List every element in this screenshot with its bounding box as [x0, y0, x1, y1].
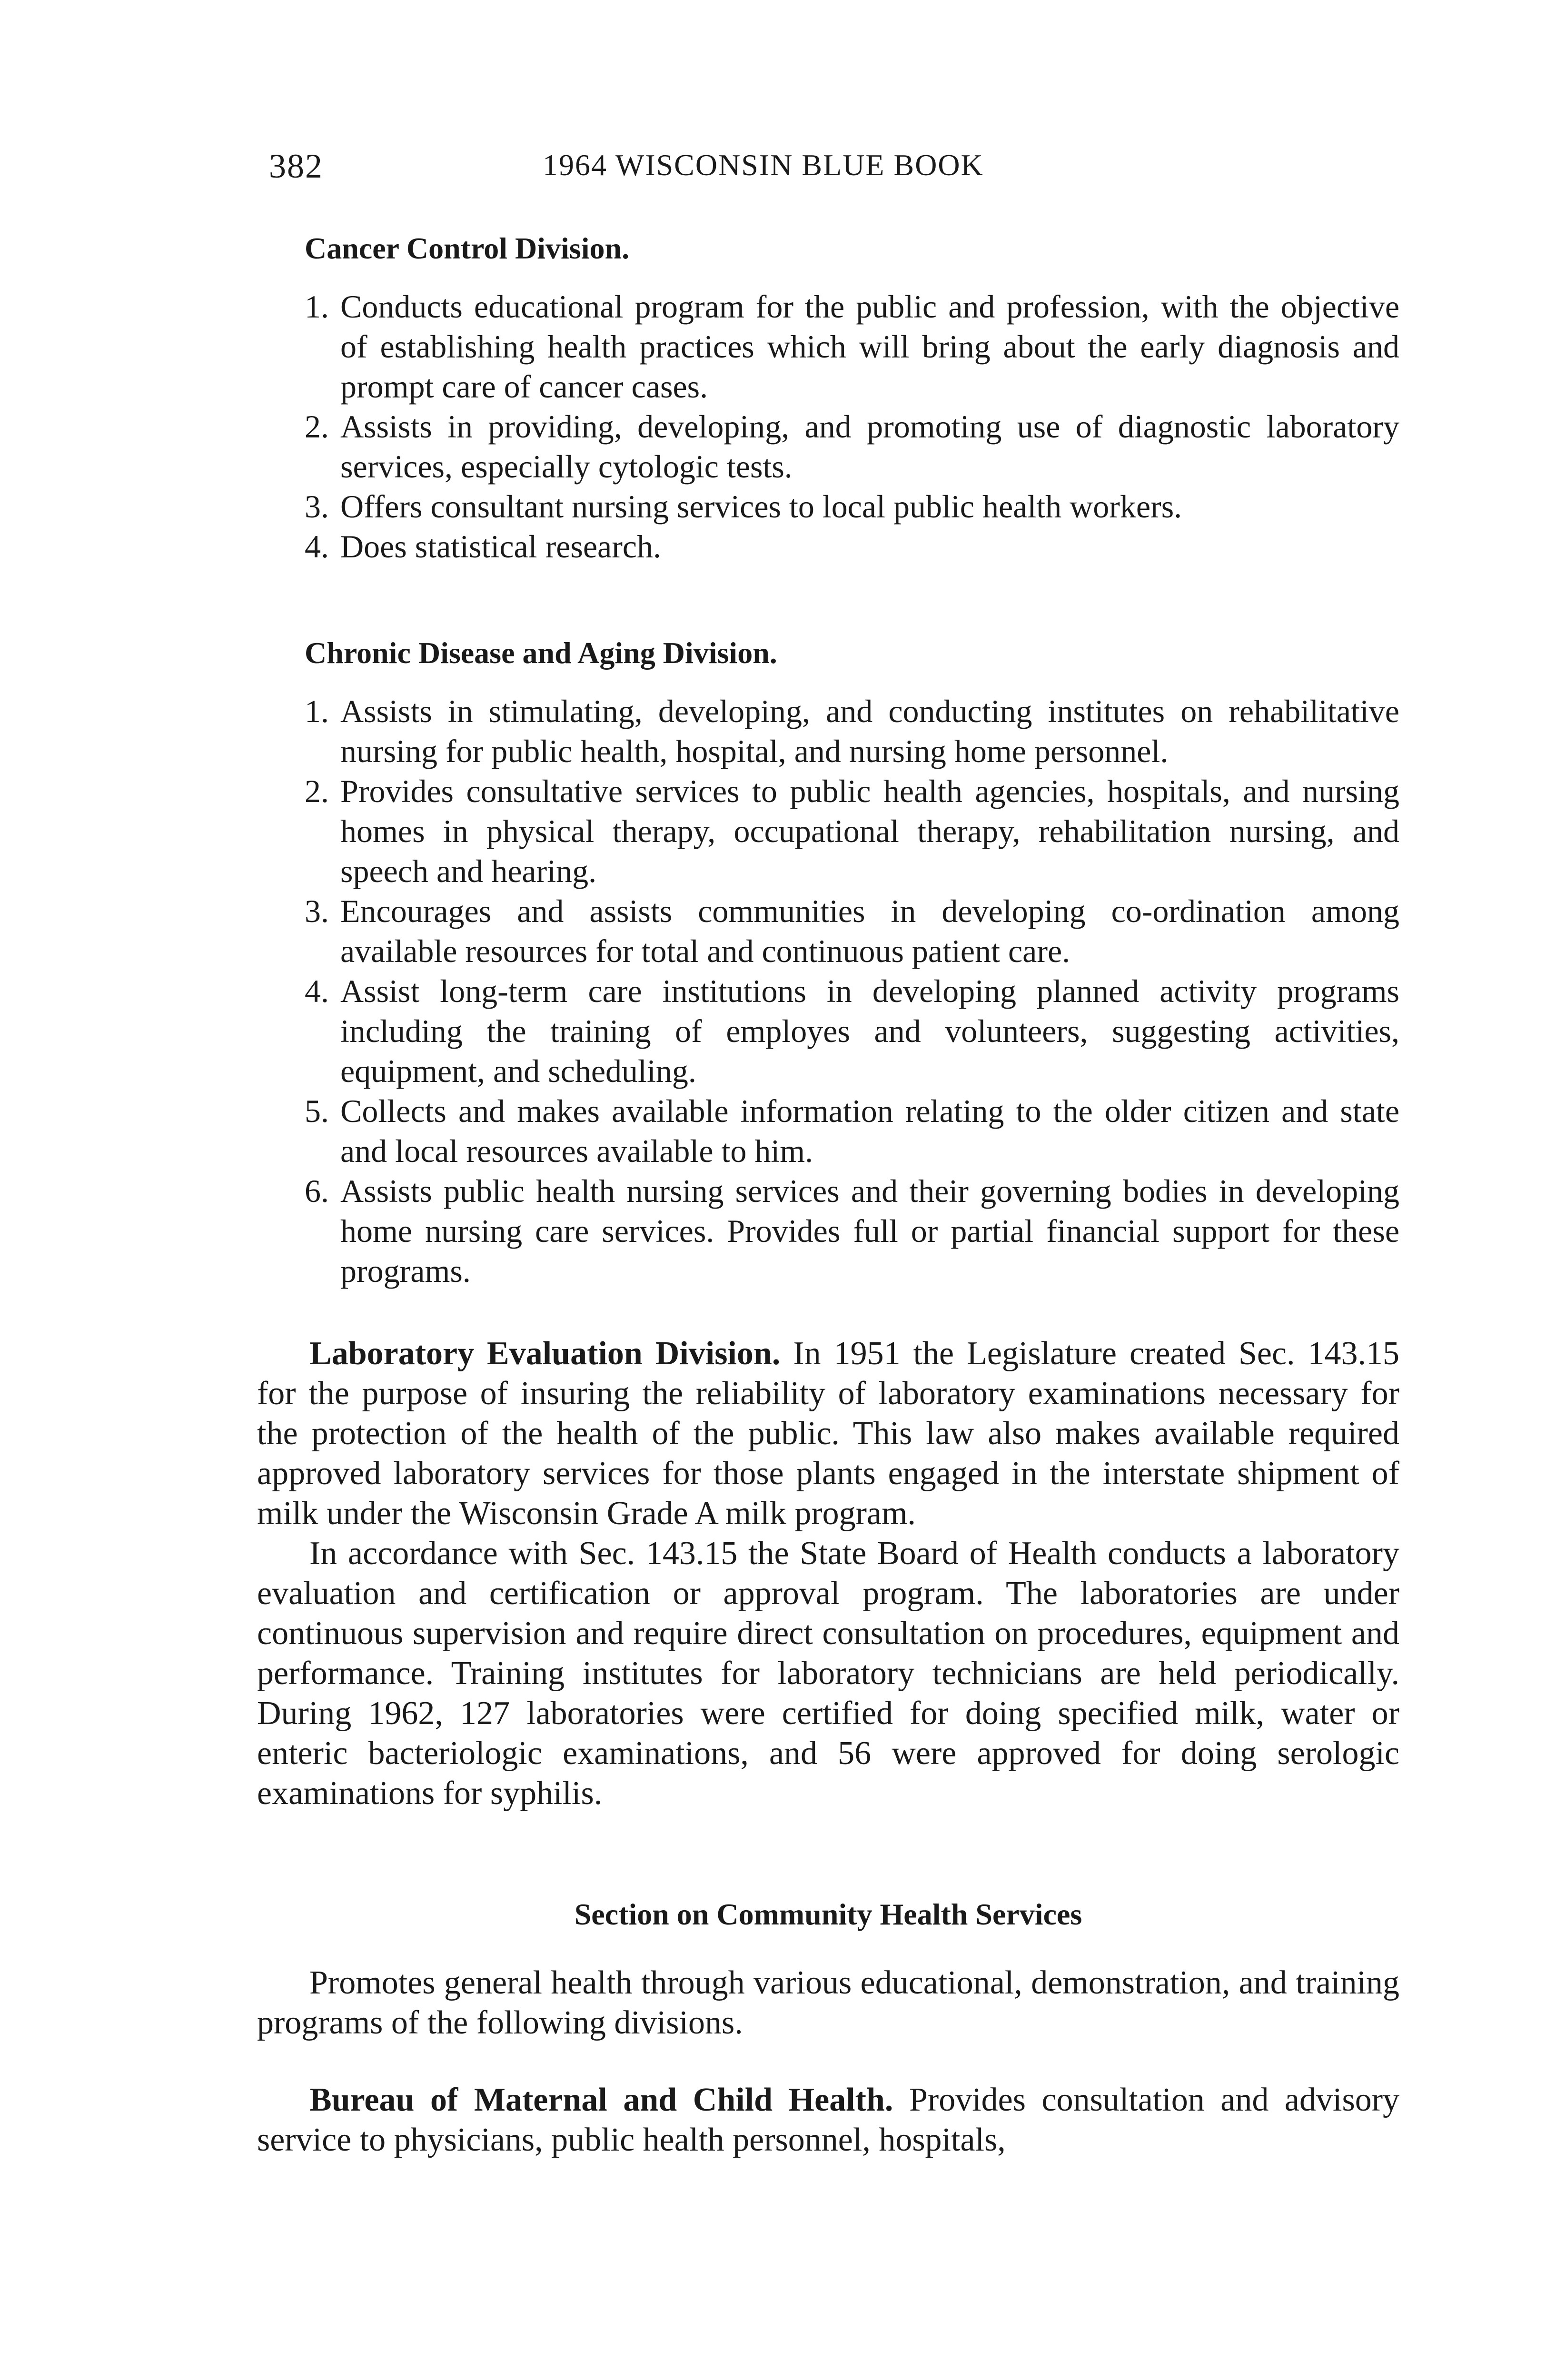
list-item — [257, 691, 1399, 771]
lab-evaluation-paragraph-1 — [257, 1334, 1399, 1534]
item-number: 2. — [305, 773, 329, 809]
list-item — [257, 771, 1399, 891]
community-section-heading: Section on Community Health Services — [574, 1897, 1082, 1931]
item-text: Collects and makes available information relating to the older citizen and state and local resources available to him. — [340, 1093, 1399, 1169]
lab-evaluation-section — [257, 1334, 1399, 1814]
list-item — [257, 971, 1399, 1091]
item-number: 6. — [305, 1173, 329, 1209]
item-number: 5. — [305, 1093, 329, 1129]
item-text: Assist long-term care institutions in developing planned activity programs including the training of employes and volunteers, suggesting activities, equipment, and scheduling. — [340, 973, 1399, 1089]
list-item — [257, 526, 1399, 566]
document-page — [257, 133, 1399, 2160]
chronic-division-list — [257, 691, 1399, 1291]
item-number: 4. — [305, 528, 329, 565]
item-text: Assists in providing, developing, and promoting use of diagnostic laboratory services, especially cytologic tests. — [340, 408, 1399, 485]
list-item — [257, 891, 1399, 971]
running-header — [257, 133, 1399, 186]
cancer-division-list — [257, 287, 1399, 566]
lab-evaluation-paragraph-2: In accordance with Sec. 143.15 the State Board of Health conducts a laboratory evaluation and certification or approval program. The laboratories are under continuous supervision and require direct consultation on procedures, equipment and performance. Training institutes for laboratory technicians are held periodically. During 1962, 127 laboratories were certified for doing specified milk, water or enteric bacteriologic examinations, and 56 were approved for doing serologic examinations for syphilis. — [257, 1535, 1399, 1812]
item-number: 1. — [305, 288, 329, 325]
item-text: Assists in stimulating, developing, and conducting institutes on rehabilitative nursing for public health, hospital, and nursing home personnel. — [340, 693, 1399, 769]
bureau-text: Provides consultation and advisory service to physicians, public health personnel, hospitals, — [257, 2082, 1400, 2158]
lab-evaluation-heading: Laboratory Evaluation Division. — [309, 1335, 781, 1372]
item-number: 4. — [305, 973, 329, 1009]
bureau-paragraph — [257, 2080, 1399, 2160]
book-title: 1964 WISCONSIN BLUE BOOK — [543, 148, 984, 182]
item-text: Encourages and assists communities in developing co-ordination among available resources for total and continuous patient care. — [340, 893, 1399, 969]
list-item — [257, 486, 1399, 526]
page-number: 382 — [269, 147, 323, 185]
item-text: Provides consultative services to public health agencies, hospitals, and nursing homes in physical therapy, occupational therapy, rehabilitation nursing, and speech and hearing. — [340, 773, 1399, 889]
item-text: Conducts educational program for the public and profession, with the objective of establishing health practices which will bring about the early diagnosis and prompt care of cancer cases. — [340, 288, 1399, 405]
item-number: 3. — [305, 488, 329, 525]
lab-evaluation-text-1: In 1951 the Legislature created Sec. 143.15 for the purpose of insuring the reliability of laboratory examinations necessary for the protection of the health of the public. This law also makes available required approved laboratory services for those plants engaged in the interstate shipment of milk under the Wisconsin Grade A milk program. — [257, 1335, 1400, 1532]
item-text: Offers consultant nursing services to local public health workers. — [340, 488, 1182, 525]
list-item — [257, 287, 1399, 407]
item-number: 3. — [305, 893, 329, 929]
chronic-division-heading: Chronic Disease and Aging Division. — [305, 636, 777, 670]
item-text: Does statistical research. — [340, 528, 662, 565]
list-item — [257, 1091, 1399, 1171]
cancer-division-heading: Cancer Control Division. — [305, 231, 630, 265]
item-number: 2. — [305, 408, 329, 445]
list-item — [257, 407, 1399, 486]
item-text: Assists public health nursing services and their governing bodies in developing home nursing care services. Provides full or partial financial support for these programs. — [340, 1173, 1399, 1289]
item-number: 1. — [305, 693, 329, 729]
list-item — [257, 1171, 1399, 1291]
bureau-section — [257, 2080, 1399, 2160]
bureau-heading: Bureau of Maternal and Child Health. — [309, 2082, 893, 2118]
community-section-intro: Promotes general health through various educational, demonstration, and training programs of the following divisions. — [257, 1964, 1399, 2041]
